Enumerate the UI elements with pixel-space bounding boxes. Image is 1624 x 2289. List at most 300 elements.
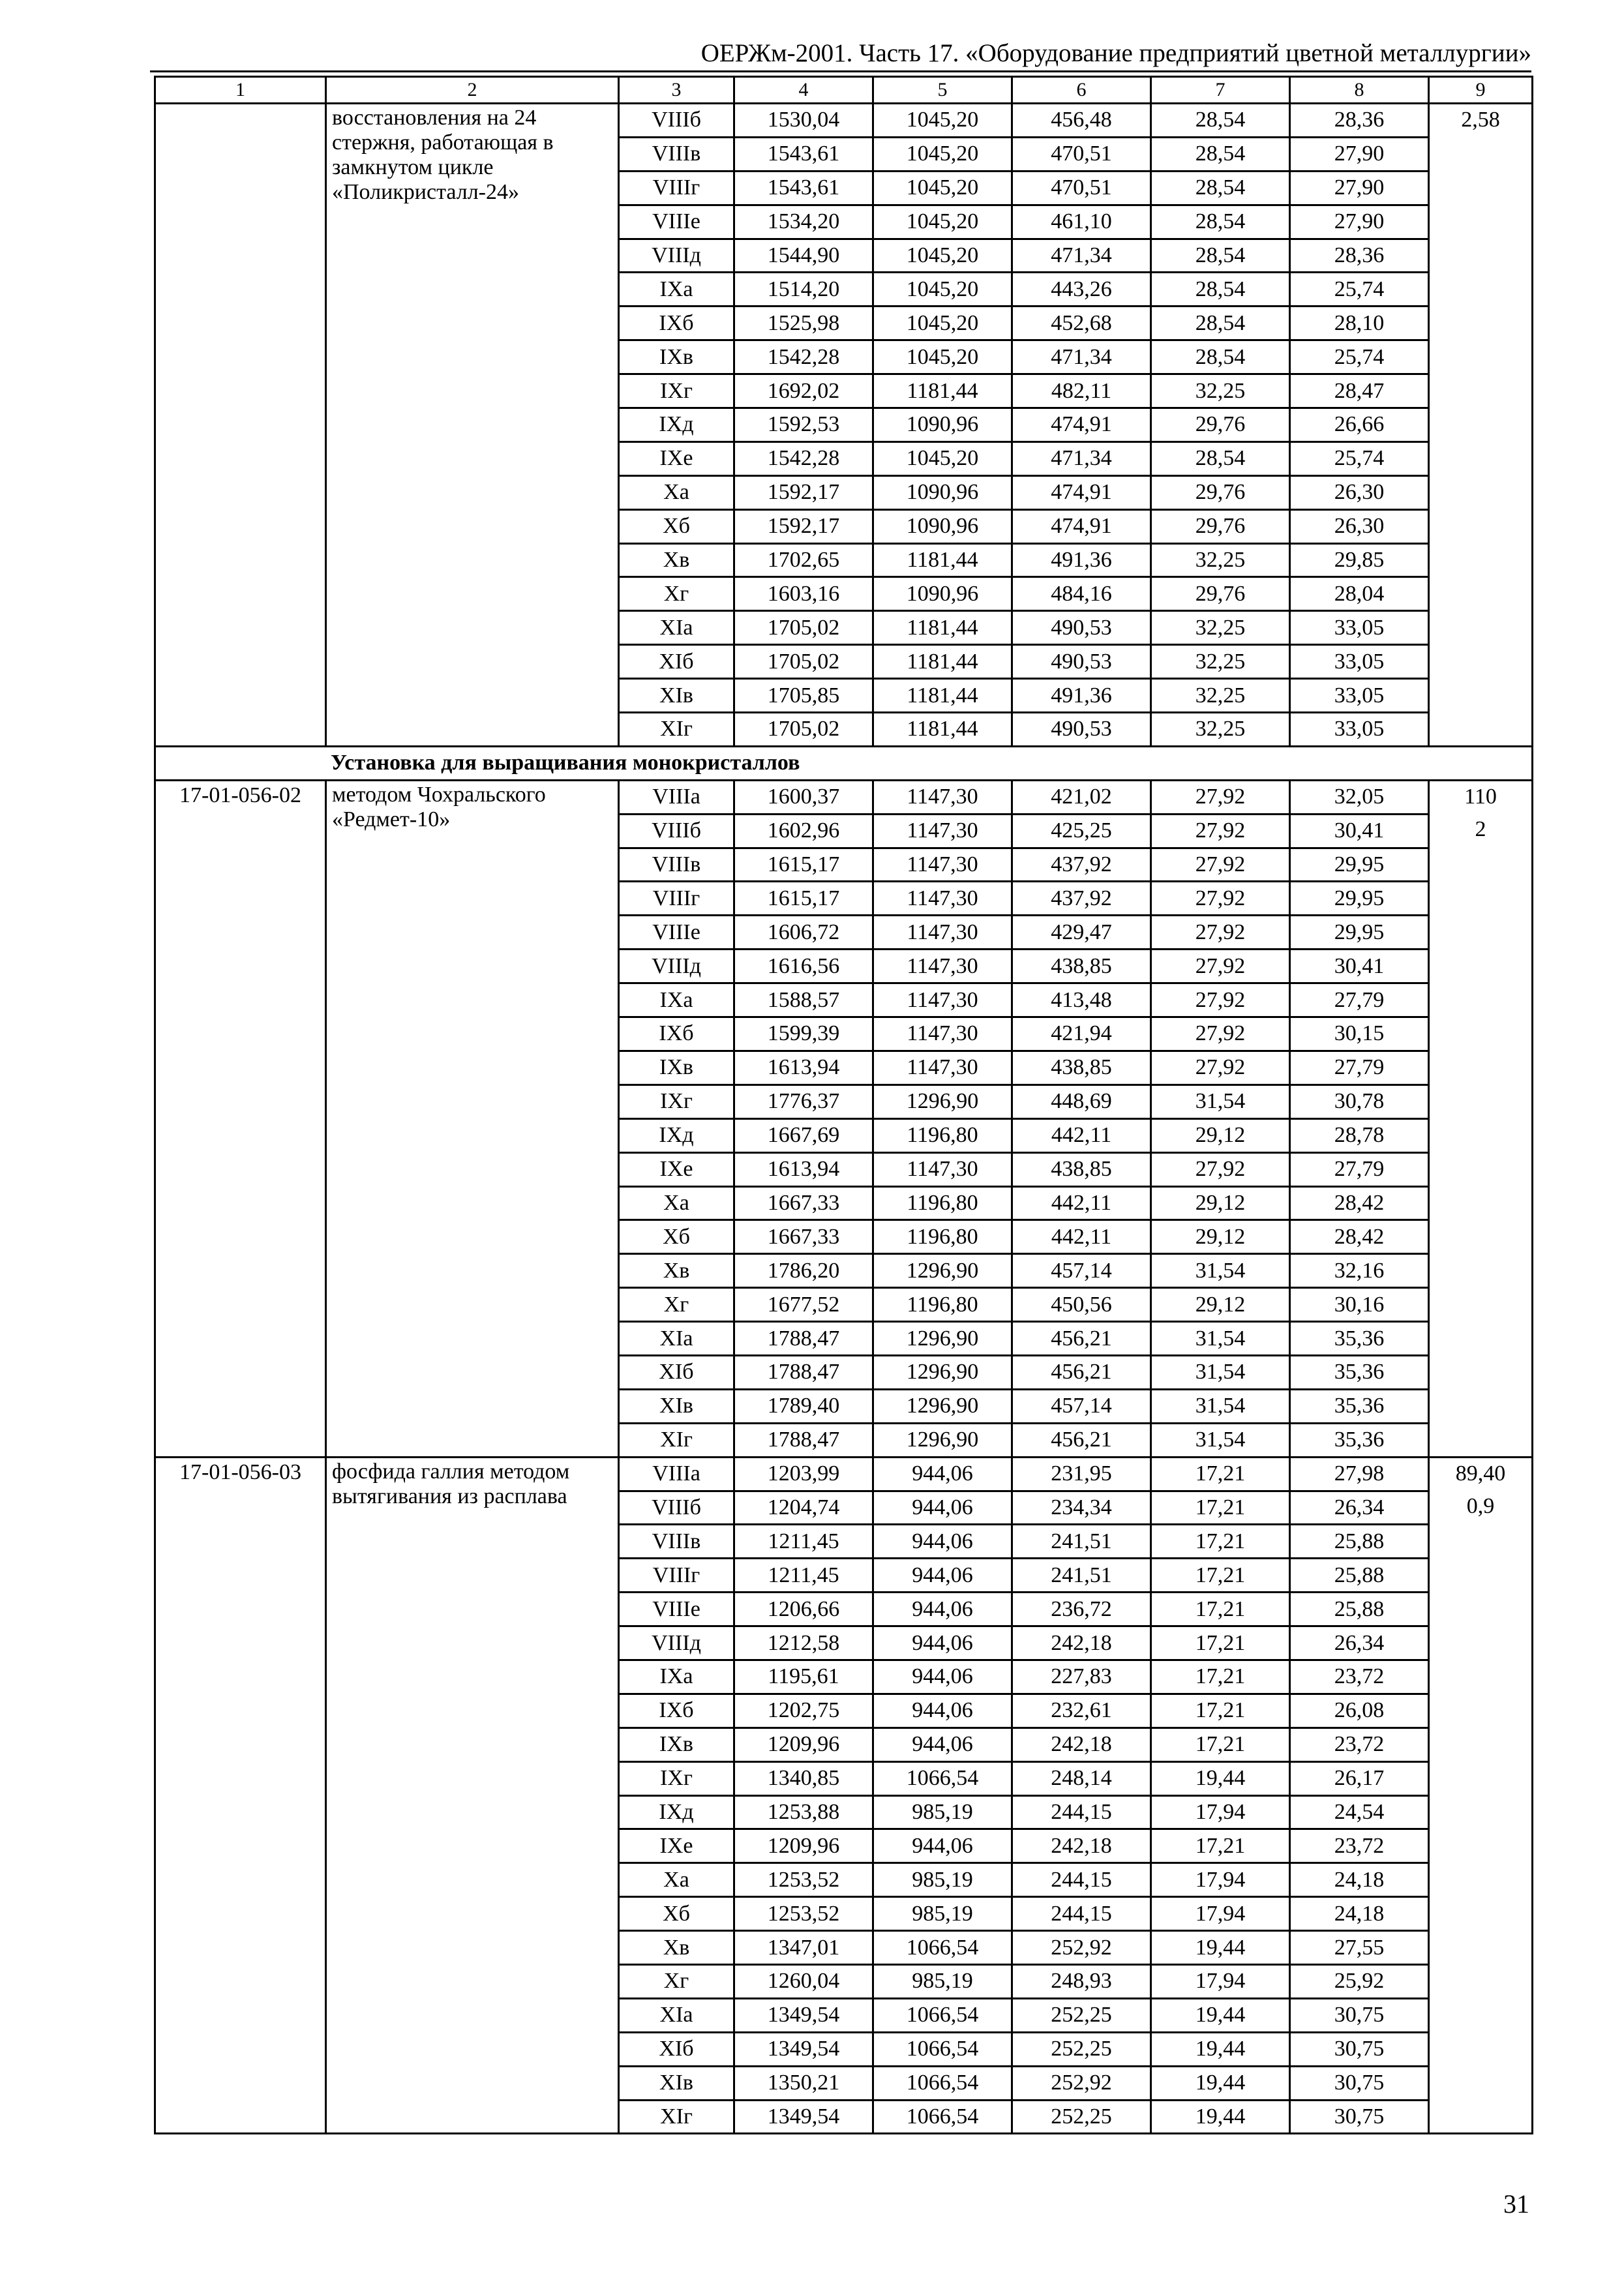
value-cell: 474,91	[1012, 509, 1151, 543]
value-cell: 27,55	[1290, 1931, 1429, 1965]
value-cell: 27,92	[1151, 1017, 1290, 1051]
column-number: 9	[1429, 77, 1533, 104]
value-cell: 442,11	[1012, 1186, 1151, 1220]
value-cell: 1147,30	[873, 882, 1012, 916]
value-cell: 26,08	[1290, 1694, 1429, 1728]
value-cell: 31,54	[1151, 1355, 1290, 1389]
value-cell: 1615,17	[734, 848, 873, 882]
zone-cell: IXа	[619, 1660, 734, 1694]
value-cell: 244,15	[1012, 1897, 1151, 1931]
table-row	[155, 104, 1533, 138]
value-cell: 1788,47	[734, 1355, 873, 1389]
value-cell: 1296,90	[873, 1389, 1012, 1423]
value-cell: 17,94	[1151, 1863, 1290, 1897]
value-cell: 28,78	[1290, 1118, 1429, 1152]
value-cell: 28,36	[1290, 104, 1429, 138]
extra-value: 89,40	[1455, 1461, 1506, 1486]
value-cell: 27,92	[1151, 1051, 1290, 1085]
value-cell: 29,95	[1290, 916, 1429, 950]
value-cell: 35,36	[1290, 1389, 1429, 1423]
value-cell: 28,42	[1290, 1186, 1429, 1220]
value-cell: 985,19	[873, 1795, 1012, 1829]
value-cell: 1702,65	[734, 543, 873, 577]
resource-code: 17-01-056-03	[155, 1457, 326, 2134]
value-cell: 1667,69	[734, 1118, 873, 1152]
value-cell: 227,83	[1012, 1660, 1151, 1694]
value-cell: 28,04	[1290, 577, 1429, 611]
value-cell: 25,74	[1290, 273, 1429, 307]
value-cell: 30,75	[1290, 2100, 1429, 2134]
value-cell: 17,21	[1151, 1728, 1290, 1761]
value-cell: 28,54	[1151, 104, 1290, 138]
value-cell: 1181,44	[873, 713, 1012, 747]
extra-value: 0,9	[1466, 1493, 1495, 1518]
value-cell: 35,36	[1290, 1355, 1429, 1389]
value-cell: 1296,90	[873, 1085, 1012, 1118]
value-cell: 1253,88	[734, 1795, 873, 1829]
value-cell: 25,74	[1290, 340, 1429, 374]
value-cell: 1592,53	[734, 408, 873, 442]
zone-cell: XIг	[619, 713, 734, 747]
value-cell: 26,34	[1290, 1491, 1429, 1525]
zone-cell: IXв	[619, 1728, 734, 1761]
value-cell: 985,19	[873, 1863, 1012, 1897]
column-number: 7	[1151, 77, 1290, 104]
value-cell: 1543,61	[734, 137, 873, 171]
value-cell: 1181,44	[873, 374, 1012, 408]
value-cell: 1544,90	[734, 239, 873, 273]
value-cell: 1181,44	[873, 679, 1012, 713]
value-cell: 429,47	[1012, 916, 1151, 950]
value-cell: 1147,30	[873, 1152, 1012, 1186]
zone-cell: Xб	[619, 1220, 734, 1254]
value-cell: 1195,61	[734, 1660, 873, 1694]
value-cell: 29,85	[1290, 543, 1429, 577]
value-cell: 1340,85	[734, 1761, 873, 1795]
value-cell: 1616,56	[734, 950, 873, 983]
value-cell: 1349,54	[734, 2100, 873, 2134]
value-cell: 232,61	[1012, 1694, 1151, 1728]
value-cell: 248,93	[1012, 1964, 1151, 1998]
column-number: 6	[1012, 77, 1151, 104]
value-cell: 28,54	[1151, 239, 1290, 273]
value-cell: 1543,61	[734, 171, 873, 205]
value-cell: 1211,45	[734, 1559, 873, 1593]
value-cell: 17,21	[1151, 1491, 1290, 1525]
section-title: Установка для выращивания монокристаллов	[155, 746, 1533, 780]
value-cell: 17,21	[1151, 1457, 1290, 1491]
value-cell: 1209,96	[734, 1728, 873, 1761]
zone-cell: XIа	[619, 1998, 734, 2032]
value-cell: 442,11	[1012, 1220, 1151, 1254]
value-cell: 236,72	[1012, 1593, 1151, 1626]
zone-cell: VIIIа	[619, 1457, 734, 1491]
value-cell: 252,25	[1012, 1998, 1151, 2032]
zone-cell: IXе	[619, 1152, 734, 1186]
zone-cell: IXг	[619, 1761, 734, 1795]
value-cell: 17,21	[1151, 1829, 1290, 1863]
value-cell: 452,68	[1012, 307, 1151, 340]
zone-cell: IXг	[619, 1085, 734, 1118]
zone-cell: IXб	[619, 307, 734, 340]
value-cell: 1147,30	[873, 848, 1012, 882]
value-cell: 1600,37	[734, 780, 873, 814]
zone-cell: IXв	[619, 1051, 734, 1085]
value-cell: 30,15	[1290, 1017, 1429, 1051]
value-cell: 24,18	[1290, 1863, 1429, 1897]
value-cell: 490,53	[1012, 611, 1151, 645]
value-cell: 31,54	[1151, 1085, 1290, 1118]
value-cell: 437,92	[1012, 882, 1151, 916]
value-cell: 1599,39	[734, 1017, 873, 1051]
value-cell: 25,88	[1290, 1593, 1429, 1626]
zone-cell: XIг	[619, 1423, 734, 1457]
value-cell: 31,54	[1151, 1423, 1290, 1457]
value-cell: 1090,96	[873, 577, 1012, 611]
value-cell: 1181,44	[873, 645, 1012, 679]
value-cell: 1525,98	[734, 307, 873, 340]
zone-cell: VIIIе	[619, 205, 734, 239]
value-cell: 944,06	[873, 1626, 1012, 1660]
value-cell: 448,69	[1012, 1085, 1151, 1118]
zone-cell: VIIIг	[619, 1559, 734, 1593]
page-header: ОЕРЖм-2001. Часть 17. «Оборудование предприятий цветной металлургии»	[150, 37, 1531, 72]
zone-cell: Xа	[619, 475, 734, 509]
zone-cell: Xб	[619, 509, 734, 543]
value-cell: 32,25	[1151, 374, 1290, 408]
value-cell: 19,44	[1151, 1931, 1290, 1965]
value-cell: 241,51	[1012, 1525, 1151, 1559]
value-cell: 244,15	[1012, 1863, 1151, 1897]
zone-cell: XIб	[619, 645, 734, 679]
value-cell: 1692,02	[734, 374, 873, 408]
value-cell: 29,76	[1151, 577, 1290, 611]
value-cell: 17,21	[1151, 1525, 1290, 1559]
value-cell: 234,34	[1012, 1491, 1151, 1525]
value-cell: 28,54	[1151, 441, 1290, 475]
value-cell: 35,36	[1290, 1423, 1429, 1457]
value-cell: 1045,20	[873, 307, 1012, 340]
value-cell: 30,75	[1290, 2032, 1429, 2066]
value-cell: 1705,85	[734, 679, 873, 713]
value-cell: 1788,47	[734, 1423, 873, 1457]
value-cell: 33,05	[1290, 679, 1429, 713]
value-cell: 421,94	[1012, 1017, 1151, 1051]
value-cell: 461,10	[1012, 205, 1151, 239]
value-cell: 450,56	[1012, 1288, 1151, 1322]
zone-cell: VIIIа	[619, 780, 734, 814]
value-cell: 30,41	[1290, 814, 1429, 848]
value-cell: 1045,20	[873, 205, 1012, 239]
value-cell: 29,12	[1151, 1288, 1290, 1322]
value-cell: 438,85	[1012, 1152, 1151, 1186]
table-row	[155, 1457, 1533, 1491]
value-cell: 456,21	[1012, 1423, 1151, 1457]
value-cell: 32,25	[1151, 543, 1290, 577]
zone-cell: XIа	[619, 1322, 734, 1356]
value-cell: 421,02	[1012, 780, 1151, 814]
value-cell: 1090,96	[873, 475, 1012, 509]
value-cell: 1196,80	[873, 1288, 1012, 1322]
value-cell: 32,25	[1151, 679, 1290, 713]
resource-name: восстановления на 24 стержня, работающая в замкнутом цикле «Поликристалл-24»	[326, 104, 619, 747]
value-cell: 1786,20	[734, 1254, 873, 1288]
value-cell: 30,78	[1290, 1085, 1429, 1118]
value-cell: 456,21	[1012, 1322, 1151, 1356]
zone-cell: IXб	[619, 1694, 734, 1728]
value-cell: 1045,20	[873, 273, 1012, 307]
value-cell: 17,21	[1151, 1694, 1290, 1728]
value-cell: 1542,28	[734, 441, 873, 475]
zone-cell: Xв	[619, 1254, 734, 1288]
value-cell: 1253,52	[734, 1897, 873, 1931]
zone-cell: IXд	[619, 1795, 734, 1829]
value-cell: 944,06	[873, 1728, 1012, 1761]
value-cell: 438,85	[1012, 950, 1151, 983]
value-cell: 32,16	[1290, 1254, 1429, 1288]
value-cell: 241,51	[1012, 1559, 1151, 1593]
zone-cell: XIв	[619, 2066, 734, 2100]
zone-cell: Xв	[619, 1931, 734, 1965]
value-cell: 944,06	[873, 1491, 1012, 1525]
value-cell: 1667,33	[734, 1186, 873, 1220]
value-cell: 470,51	[1012, 171, 1151, 205]
value-cell: 1613,94	[734, 1051, 873, 1085]
value-cell: 457,14	[1012, 1389, 1151, 1423]
value-cell: 1147,30	[873, 916, 1012, 950]
value-cell: 1588,57	[734, 983, 873, 1017]
value-cell: 19,44	[1151, 2066, 1290, 2100]
value-cell: 1296,90	[873, 1254, 1012, 1288]
value-cell: 29,12	[1151, 1186, 1290, 1220]
value-cell: 1705,02	[734, 645, 873, 679]
value-cell: 474,91	[1012, 408, 1151, 442]
zone-cell: VIIIе	[619, 916, 734, 950]
value-cell: 1045,20	[873, 171, 1012, 205]
value-cell: 24,54	[1290, 1795, 1429, 1829]
value-cell: 27,90	[1290, 205, 1429, 239]
resource-code: 17-01-056-02	[155, 780, 326, 1457]
value-cell: 27,79	[1290, 1051, 1429, 1085]
zone-cell: VIIIг	[619, 171, 734, 205]
zone-cell: VIIIд	[619, 239, 734, 273]
extra-values	[1429, 780, 1533, 1457]
value-cell: 28,54	[1151, 171, 1290, 205]
zone-cell: VIIIд	[619, 950, 734, 983]
rates-table	[154, 76, 1533, 2134]
value-cell: 491,36	[1012, 679, 1151, 713]
value-cell: 1204,74	[734, 1491, 873, 1525]
value-cell: 490,53	[1012, 645, 1151, 679]
value-cell: 26,30	[1290, 475, 1429, 509]
value-cell: 1066,54	[873, 2100, 1012, 2134]
value-cell: 31,54	[1151, 1389, 1290, 1423]
value-cell: 1667,33	[734, 1220, 873, 1254]
value-cell: 1066,54	[873, 1761, 1012, 1795]
value-cell: 17,94	[1151, 1897, 1290, 1931]
value-cell: 29,12	[1151, 1220, 1290, 1254]
zone-cell: IXб	[619, 1017, 734, 1051]
value-cell: 252,25	[1012, 2100, 1151, 2134]
value-cell: 252,25	[1012, 2032, 1151, 2066]
value-cell: 437,92	[1012, 848, 1151, 882]
value-cell: 33,05	[1290, 645, 1429, 679]
value-cell: 1147,30	[873, 1017, 1012, 1051]
value-cell: 1211,45	[734, 1525, 873, 1559]
value-cell: 27,79	[1290, 1152, 1429, 1186]
value-cell: 456,21	[1012, 1355, 1151, 1389]
value-cell: 1045,20	[873, 340, 1012, 374]
value-cell: 28,54	[1151, 273, 1290, 307]
value-cell: 17,21	[1151, 1660, 1290, 1694]
value-cell: 29,76	[1151, 475, 1290, 509]
zone-cell: XIв	[619, 1389, 734, 1423]
value-cell: 1203,99	[734, 1457, 873, 1491]
value-cell: 30,75	[1290, 2066, 1429, 2100]
zone-cell: Xг	[619, 577, 734, 611]
value-cell: 19,44	[1151, 2032, 1290, 2066]
value-cell: 1090,96	[873, 408, 1012, 442]
value-cell: 1296,90	[873, 1322, 1012, 1356]
value-cell: 413,48	[1012, 983, 1151, 1017]
value-cell: 29,95	[1290, 882, 1429, 916]
value-cell: 27,90	[1290, 137, 1429, 171]
value-cell: 19,44	[1151, 1761, 1290, 1795]
zone-cell: XIб	[619, 1355, 734, 1389]
value-cell: 33,05	[1290, 611, 1429, 645]
value-cell: 28,10	[1290, 307, 1429, 340]
value-cell: 27,90	[1290, 171, 1429, 205]
value-cell: 1534,20	[734, 205, 873, 239]
value-cell: 944,06	[873, 1660, 1012, 1694]
value-cell: 27,79	[1290, 983, 1429, 1017]
value-cell: 248,14	[1012, 1761, 1151, 1795]
value-cell: 491,36	[1012, 543, 1151, 577]
zone-cell: IXа	[619, 273, 734, 307]
value-cell: 1347,01	[734, 1931, 873, 1965]
value-cell: 1789,40	[734, 1389, 873, 1423]
zone-cell: VIIIв	[619, 848, 734, 882]
value-cell: 1181,44	[873, 611, 1012, 645]
value-cell: 985,19	[873, 1897, 1012, 1931]
value-cell: 484,16	[1012, 577, 1151, 611]
value-cell: 1147,30	[873, 983, 1012, 1017]
value-cell: 1147,30	[873, 814, 1012, 848]
value-cell: 28,36	[1290, 239, 1429, 273]
value-cell: 1090,96	[873, 509, 1012, 543]
column-number: 1	[155, 77, 326, 104]
extra-value: 2	[1475, 816, 1486, 841]
value-cell: 1202,75	[734, 1694, 873, 1728]
zone-cell: IXд	[619, 1118, 734, 1152]
value-cell: 1705,02	[734, 611, 873, 645]
zone-cell: IXа	[619, 983, 734, 1017]
value-cell: 944,06	[873, 1829, 1012, 1863]
value-cell: 28,54	[1151, 307, 1290, 340]
column-number-row	[155, 77, 1533, 104]
section-title-row	[155, 746, 1533, 780]
value-cell: 1209,96	[734, 1829, 873, 1863]
value-cell: 1592,17	[734, 475, 873, 509]
column-number: 5	[873, 77, 1012, 104]
value-cell: 32,25	[1151, 645, 1290, 679]
value-cell: 29,95	[1290, 848, 1429, 882]
value-cell: 27,92	[1151, 848, 1290, 882]
value-cell: 29,12	[1151, 1118, 1290, 1152]
zone-cell: VIIIг	[619, 882, 734, 916]
zone-cell: Xа	[619, 1863, 734, 1897]
value-cell: 19,44	[1151, 1998, 1290, 2032]
value-cell: 29,76	[1151, 509, 1290, 543]
value-cell: 17,21	[1151, 1593, 1290, 1626]
column-number: 3	[619, 77, 734, 104]
value-cell: 17,94	[1151, 1964, 1290, 1998]
value-cell: 252,92	[1012, 1931, 1151, 1965]
value-cell: 25,74	[1290, 441, 1429, 475]
value-cell: 28,54	[1151, 205, 1290, 239]
value-cell: 242,18	[1012, 1829, 1151, 1863]
column-number: 4	[734, 77, 873, 104]
value-cell: 490,53	[1012, 713, 1151, 747]
zone-cell: Xа	[619, 1186, 734, 1220]
value-cell: 1196,80	[873, 1220, 1012, 1254]
value-cell: 1602,96	[734, 814, 873, 848]
value-cell: 1147,30	[873, 950, 1012, 983]
value-cell: 1514,20	[734, 273, 873, 307]
value-cell: 32,25	[1151, 611, 1290, 645]
value-cell: 27,92	[1151, 780, 1290, 814]
value-cell: 32,05	[1290, 780, 1429, 814]
value-cell: 1776,37	[734, 1085, 873, 1118]
value-cell: 985,19	[873, 1964, 1012, 1998]
extra-value: 110	[1464, 784, 1497, 809]
zone-cell: XIа	[619, 611, 734, 645]
column-number: 8	[1290, 77, 1429, 104]
value-cell: 32,25	[1151, 713, 1290, 747]
zone-cell: IXв	[619, 340, 734, 374]
zone-cell: Xв	[619, 543, 734, 577]
value-cell: 30,16	[1290, 1288, 1429, 1322]
extra-value: 2,58	[1461, 108, 1500, 132]
value-cell: 438,85	[1012, 1051, 1151, 1085]
value-cell: 31,54	[1151, 1322, 1290, 1356]
value-cell: 19,44	[1151, 2100, 1290, 2134]
value-cell: 17,94	[1151, 1795, 1290, 1829]
value-cell: 1147,30	[873, 1051, 1012, 1085]
value-cell: 1206,66	[734, 1593, 873, 1626]
zone-cell: VIIIд	[619, 1626, 734, 1660]
value-cell: 1196,80	[873, 1118, 1012, 1152]
value-cell: 26,30	[1290, 509, 1429, 543]
value-cell: 24,18	[1290, 1897, 1429, 1931]
value-cell: 1296,90	[873, 1423, 1012, 1457]
value-cell: 1066,54	[873, 2066, 1012, 2100]
value-cell: 17,21	[1151, 1559, 1290, 1593]
value-cell: 29,76	[1151, 408, 1290, 442]
column-number: 2	[326, 77, 619, 104]
value-cell: 1066,54	[873, 1931, 1012, 1965]
value-cell: 1045,20	[873, 239, 1012, 273]
value-cell: 471,34	[1012, 239, 1151, 273]
value-cell: 1349,54	[734, 1998, 873, 2032]
value-cell: 1296,90	[873, 1355, 1012, 1389]
value-cell: 456,48	[1012, 104, 1151, 138]
zone-cell: VIIIб	[619, 814, 734, 848]
zone-cell: IXд	[619, 408, 734, 442]
resource-name: методом Чохральского «Редмет-10»	[326, 780, 619, 1457]
value-cell: 28,54	[1151, 137, 1290, 171]
zone-cell: XIг	[619, 2100, 734, 2134]
